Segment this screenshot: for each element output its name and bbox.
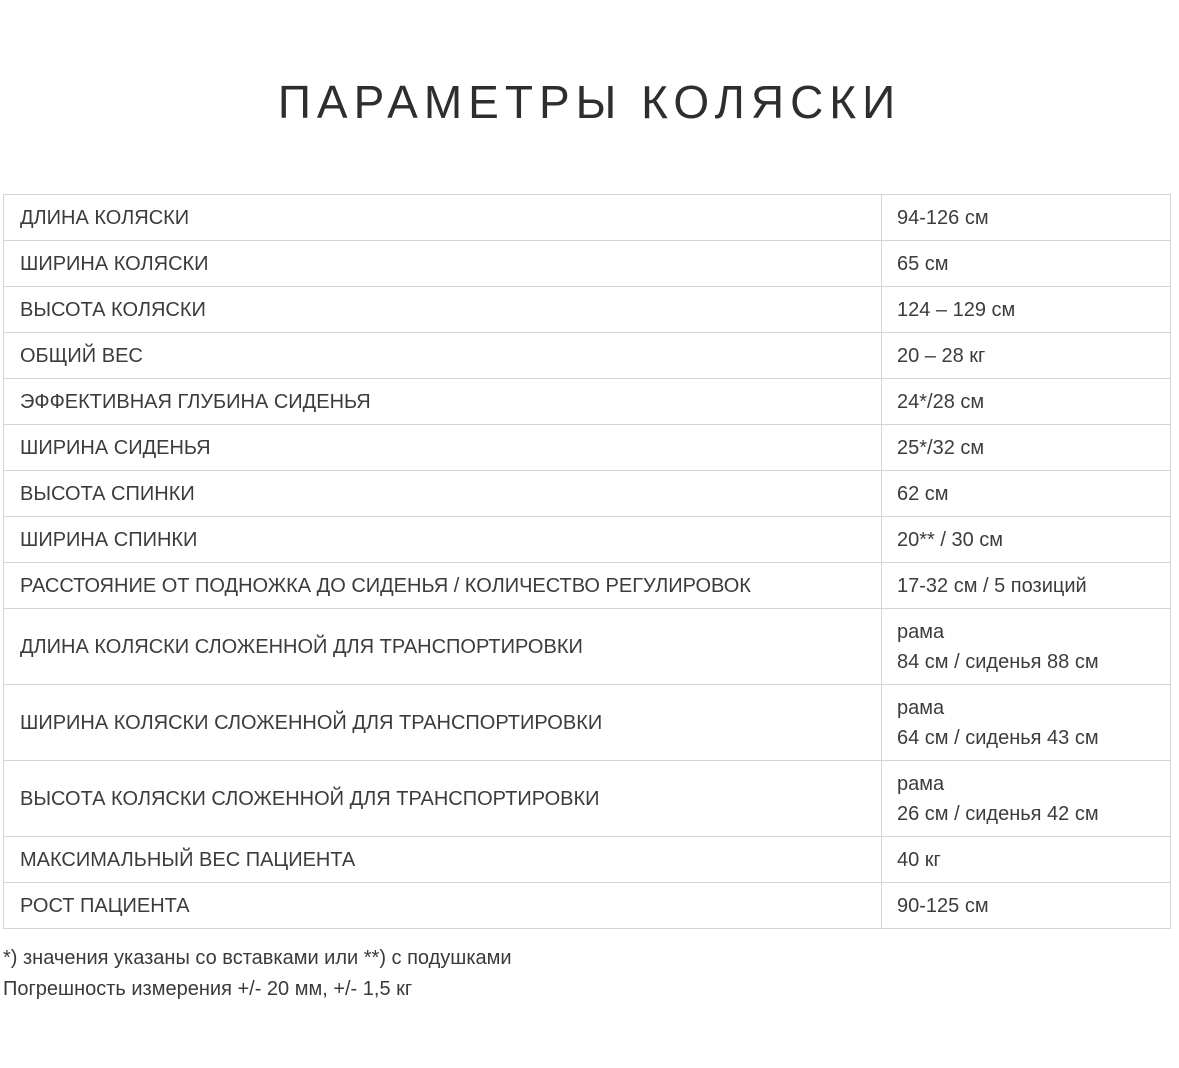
table-row — [4, 761, 1171, 837]
param-value — [882, 761, 1171, 837]
table-row — [4, 241, 1171, 287]
param-value: 17-32 см / 5 позиций — [882, 563, 1171, 609]
param-name: ШИРИНА КОЛЯСКИ — [4, 241, 882, 287]
page-title: ПАРАМЕТРЫ КОЛЯСКИ — [277, 76, 902, 128]
param-name: ЭФФЕКТИВНАЯ ГЛУБИНА СИДЕНЬЯ — [4, 379, 882, 425]
table-row — [4, 563, 1171, 609]
table-row — [4, 379, 1171, 425]
table-row — [4, 425, 1171, 471]
table-row — [4, 685, 1171, 761]
param-value: 20 – 28 кг — [882, 333, 1171, 379]
param-name: ШИРИНА КОЛЯСКИ СЛОЖЕННОЙ ДЛЯ ТРАНСПОРТИРОВКИ — [4, 685, 882, 761]
table-row — [4, 287, 1171, 333]
table-row — [4, 471, 1171, 517]
param-value: 94-126 см — [882, 195, 1171, 241]
param-name: ШИРИНА СИДЕНЬЯ — [4, 425, 882, 471]
param-value-line: 84 см / сиденья 88 см — [897, 650, 1099, 673]
param-value-line: рама — [897, 772, 945, 795]
param-value-line: 26 см / сиденья 42 см — [897, 802, 1099, 825]
specifications-table — [3, 194, 1171, 929]
param-value-line: рама — [897, 620, 945, 643]
param-value: 40 кг — [882, 837, 1171, 883]
param-name: МАКСИМАЛЬНЫЙ ВЕС ПАЦИЕНТА — [4, 837, 882, 883]
param-name: ОБЩИЙ ВЕС — [4, 333, 882, 379]
param-value: 124 – 129 см — [882, 287, 1171, 333]
param-value: 90-125 см — [882, 883, 1171, 929]
param-value-line: 64 см / сиденья 43 см — [897, 726, 1099, 749]
table-row — [4, 517, 1171, 563]
table-row — [4, 195, 1171, 241]
param-value: 25*/32 см — [882, 425, 1171, 471]
param-name: ВЫСОТА КОЛЯСКИ — [4, 287, 882, 333]
table-row — [4, 883, 1171, 929]
param-value: 62 см — [882, 471, 1171, 517]
param-value: 20** / 30 см — [882, 517, 1171, 563]
param-name: РОСТ ПАЦИЕНТА — [4, 883, 882, 929]
table-row — [4, 609, 1171, 685]
param-value: 24*/28 см — [882, 379, 1171, 425]
param-name: ВЫСОТА КОЛЯСКИ СЛОЖЕННОЙ ДЛЯ ТРАНСПОРТИРОВКИ — [4, 761, 882, 837]
param-value: 65 см — [882, 241, 1171, 287]
footnote-asterisks: *) значения указаны со вставками или **) с подушками — [3, 947, 512, 969]
param-name: РАССТОЯНИЕ ОТ ПОДНОЖКА ДО СИДЕНЬЯ / КОЛИЧЕСТВО РЕГУЛИРОВОК — [4, 563, 882, 609]
table-row — [4, 837, 1171, 883]
footnotes — [3, 943, 512, 1005]
param-name: ШИРИНА СПИНКИ — [4, 517, 882, 563]
footnote-tolerance: Погрешность измерения +/- 20 мм, +/- 1,5 кг — [3, 978, 413, 1000]
param-value — [882, 685, 1171, 761]
param-value-line: рама — [897, 696, 945, 719]
param-name: ДЛИНА КОЛЯСКИ СЛОЖЕННОЙ ДЛЯ ТРАНСПОРТИРОВКИ — [4, 609, 882, 685]
param-name: ДЛИНА КОЛЯСКИ — [4, 195, 882, 241]
table-row — [4, 333, 1171, 379]
param-name: ВЫСОТА СПИНКИ — [4, 471, 882, 517]
param-value — [882, 609, 1171, 685]
